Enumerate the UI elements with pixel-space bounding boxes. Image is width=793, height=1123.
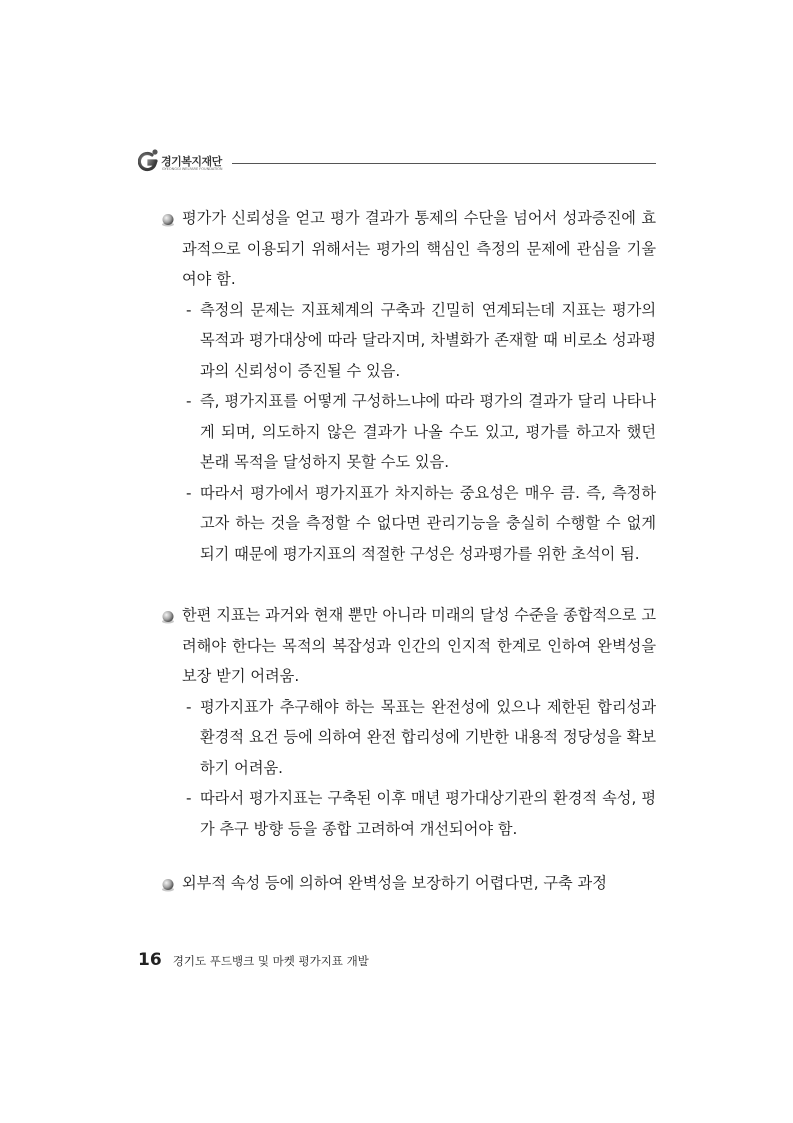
bullet-text: 평가가 신뢰성을 얻고 평가 결과가 통제의 수단을 넘어서 성과증진에 효과적으로 이용되기 위해서는 평가의 핵심인 측정의 문제에 관심을 기울여야 함. — [182, 209, 656, 288]
sub-item — [186, 386, 656, 478]
page-header — [138, 146, 656, 176]
document-title: 경기도 푸드뱅크 및 마켓 평가지표 개발 — [172, 954, 369, 968]
sub-item-text: 측정의 문제는 지표체계의 구축과 긴밀히 연계되는데 지표는 평가의 목적과 평가대상에 따라 달라지며, 차별화가 존재할 때 비로소 성과평과의 신뢰성이 증진될 수 있음. — [200, 300, 656, 380]
sub-item — [186, 478, 656, 570]
dash-marker: - — [186, 483, 192, 502]
sub-item — [186, 783, 656, 844]
sphere-bullet-icon — [160, 212, 176, 228]
sub-item-text: 따라서 평가에서 평가지표가 차지하는 중요성은 매우 큼. 즉, 측정하고자 하는 것을 측정할 수 없다면 관리기능을 충실히 수행할 수 없게 되기 때문에 평가지표의 적절한 구성은 성과평가를 위한 초석이 됨. — [200, 483, 656, 563]
sub-item-text: 따라서 평가지표는 구축된 이후 매년 평가대상기관의 환경적 속성, 평가 추구 방향 등을 종합 고려하여 개선되어야 함. — [200, 789, 656, 838]
sphere-bullet-icon — [160, 877, 176, 893]
foundation-logo-icon — [138, 148, 160, 172]
bullet-text: 한편 지표는 과거와 현재 뿐만 아니라 미래의 달성 수준을 종합적으로 고려해야 한다는 목적의 복잡성과 인간의 인지적 한계로 인하여 완벽성을 보장 받기 어려움. — [182, 606, 656, 685]
section-2 — [160, 600, 656, 844]
document-body — [160, 203, 656, 899]
dash-marker: - — [186, 697, 192, 716]
dash-marker: - — [186, 300, 192, 319]
page-number: 16 — [138, 950, 162, 970]
section-3 — [160, 868, 656, 899]
org-subtitle: GYEONGGI WELFARE FOUNDATION — [162, 167, 223, 171]
bullet-text: 외부적 속성 등에 의하여 완벽성을 보장하기 어렵다면, 구축 과정 — [182, 874, 607, 892]
dash-marker: - — [186, 789, 192, 807]
section-1 — [160, 203, 656, 569]
sphere-bullet-icon — [160, 609, 176, 625]
sub-item-text: 즉, 평가지표를 어떻게 구성하느냐에 따라 평가의 결과가 달리 나타나게 되며, 의도하지 않은 결과가 나올 수도 있고, 평가를 하고자 했던 본래 목적을 달성하지 못할 수도 있음. — [200, 392, 656, 471]
sub-item — [186, 692, 656, 784]
header-divider — [232, 163, 656, 164]
sub-item-text: 평가지표가 추구해야 하는 목표는 완전성에 있으나 제한된 합리성과 환경적 요건 등에 의하여 완전 합리성에 기반한 내용적 정당성을 확보하기 어려움. — [200, 697, 656, 777]
sub-item — [186, 295, 656, 387]
dash-marker: - — [186, 392, 192, 410]
org-name: 경기복지재단 — [161, 155, 222, 168]
page-footer — [138, 950, 369, 970]
